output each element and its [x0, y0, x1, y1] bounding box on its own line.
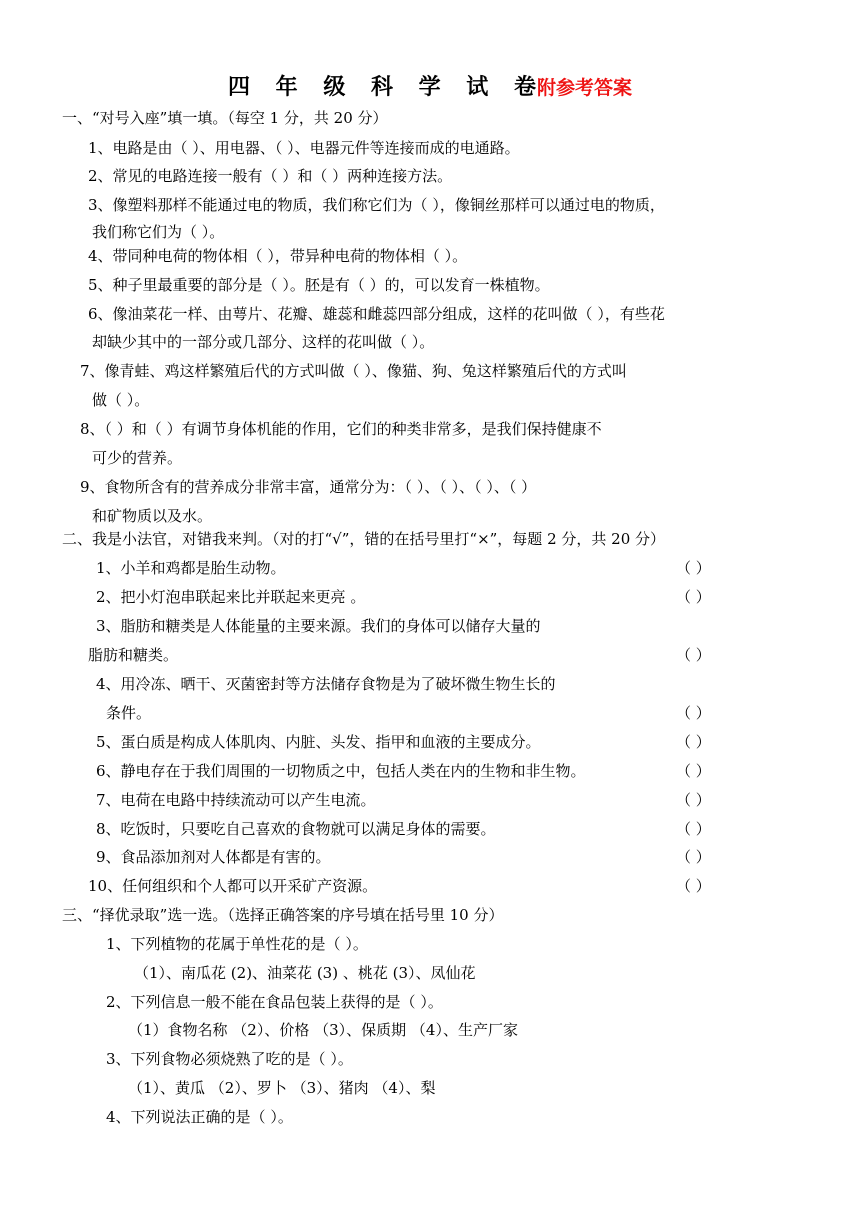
section3-heading: 三、“择优录取”选一选。（选择正确答案的序号填在括号里 10 分）: [62, 906, 504, 924]
s2-q2: 2、把小灯泡串联起来比并联起来更亮 。: [96, 588, 366, 606]
s1-q4: 4、带同种电荷的物体相（ ），带异种电荷的物体相（ ）。: [88, 247, 468, 265]
s2-q1-answer-box: （ ）: [676, 559, 711, 577]
s2-q10-answer-box: （ ）: [676, 877, 711, 895]
s2-q5: 5、蛋白质是构成人体肌肉、内脏、头发、指甲和血液的主要成分。: [96, 733, 541, 751]
s2-q8-answer-box: （ ）: [676, 820, 711, 838]
s2-q10: 10、任何组织和个人都可以开采矿产资源。: [88, 877, 378, 895]
s3-q1-options: （1）、南瓜花 (2)、油菜花 (3) 、桃花 (3）、凤仙花: [134, 964, 476, 982]
s2-q1: 1、小羊和鸡都是胎生动物。: [96, 559, 286, 577]
s2-q4-answer-box: （ ）: [676, 704, 711, 722]
s3-q3: 3、下列食物必须烧熟了吃的是（ ）。: [106, 1050, 353, 1068]
exam-title: [0, 70, 860, 101]
section2-heading: 二、我是小法官，对错我来判。（对的打“√”，错的在括号里打“×”，每题 2 分，共 20 分）: [62, 530, 666, 548]
s2-q3-cont: 脂肪和糖类。: [88, 646, 179, 664]
s2-q9: 9、食品添加剂对人体都是有害的。: [96, 848, 331, 866]
s1-q5: 5、种子里最重要的部分是（ ）。胚是有（ ）的，可以发育一株植物。: [88, 276, 550, 294]
s2-q8: 8、吃饭时，只要吃自己喜欢的食物就可以满足身体的需要。: [96, 820, 496, 838]
s1-q1: 1、电路是由（ ）、用电器、（ ）、电器元件等连接而成的电通路。: [88, 139, 520, 157]
s1-q9-cont: 和矿物质以及水。: [92, 507, 213, 525]
exam-title-main: 四 年 级 科 学 试 卷: [228, 74, 545, 100]
s1-q3: 3、像塑料那样不能通过电的物质，我们称它们为（ ），像铜丝那样可以通过电的物质，: [88, 196, 665, 214]
s3-q3-options: （1）、黄瓜 （2）、罗卜 （3）、猪肉 （4）、梨: [128, 1079, 436, 1097]
s2-q4: 4、用冷冻、晒干、灭菌密封等方法储存食物是为了破坏微生物生长的: [96, 675, 556, 693]
s1-q2: 2、常见的电路连接一般有（ ）和（ ）两种连接方法。: [88, 167, 453, 185]
section1-heading: 一、“对号入座”填一填。（每空 1 分，共 20 分）: [62, 109, 388, 127]
s1-q6: 6、像油菜花一样、由萼片、花瓣、雄蕊和雌蕊四部分组成，这样的花叫做（ ），有些花: [88, 305, 665, 323]
s2-q3: 3、脂肪和糖类是人体能量的主要来源。我们的身体可以储存大量的: [96, 617, 541, 635]
s1-q6-cont: 却缺少其中的一部分或几部分、这样的花叫做（ ）。: [92, 333, 435, 351]
s2-q2-answer-box: （ ）: [676, 588, 711, 606]
s1-q9: 9、食物所含有的营养成分非常丰富，通常分为：（ ）、（ ）、（ ）、（ ）: [80, 478, 537, 496]
s3-q1: 1、下列植物的花属于单性花的是（ ）。: [106, 935, 368, 953]
s1-q8-cont: 可少的营养。: [92, 449, 183, 467]
s1-q8: 8、（ ）和（ ）有调节身体机能的作用，它们的种类非常多，是我们保持健康不: [80, 420, 602, 438]
s1-q7-cont: 做（ ）。: [92, 391, 150, 409]
s1-q7: 7、像青蛙、鸡这样繁殖后代的方式叫做（ ）、像猫、狗、兔这样繁殖后代的方式叫: [80, 362, 627, 380]
s2-q3-answer-box: （ ）: [676, 646, 711, 664]
s2-q4-cont: 条件。: [106, 704, 152, 722]
s2-q7-answer-box: （ ）: [676, 791, 711, 809]
s2-q6: 6、静电存在于我们周围的一切物质之中，包括人类在内的生物和非生物。: [96, 762, 586, 780]
s2-q5-answer-box: （ ）: [676, 733, 711, 751]
s1-q3-cont: 我们称它们为（ ）。: [92, 223, 225, 241]
s3-q4: 4、下列说法正确的是（ ）。: [106, 1108, 293, 1126]
answer-key-note: 附参考答案: [536, 77, 632, 99]
s2-q6-answer-box: （ ）: [676, 762, 711, 780]
s2-q7: 7、电荷在电路中持续流动可以产生电流。: [96, 791, 376, 809]
s3-q2: 2、下列信息一般不能在食品包装上获得的是（ ）。: [106, 993, 443, 1011]
s2-q9-answer-box: （ ）: [676, 848, 711, 866]
s3-q2-options: （1）食物名称 （2）、价格 （3）、保质期 （4）、生产厂家: [128, 1021, 518, 1039]
